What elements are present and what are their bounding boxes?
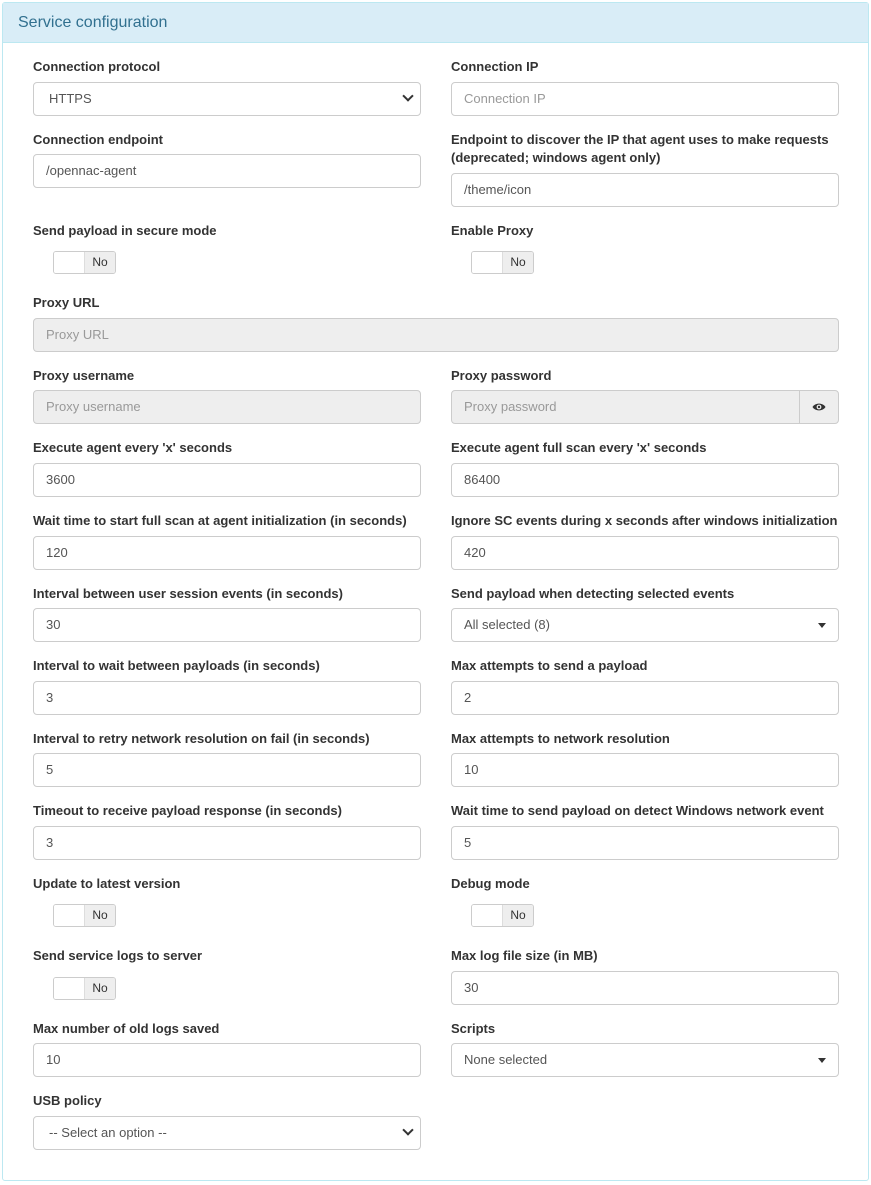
- execute-every-input[interactable]: 3600: [33, 463, 421, 497]
- enable-proxy-label: Enable Proxy: [451, 223, 534, 238]
- debug-mode-toggle[interactable]: [471, 904, 534, 927]
- ignore-sc-input[interactable]: 420: [451, 536, 839, 570]
- wait-full-scan-input[interactable]: 120: [33, 536, 421, 570]
- timeout-payload-input[interactable]: 3: [33, 826, 421, 860]
- proxy-url-label: Proxy URL: [33, 295, 100, 310]
- ignore-sc-label: Ignore SC events during x seconds after windows initialization: [451, 513, 838, 528]
- discover-endpoint-input[interactable]: /theme/icon: [451, 173, 839, 207]
- debug-mode-label: Debug mode: [451, 876, 530, 891]
- update-latest-label: Update to latest version: [33, 876, 181, 891]
- caret-down-icon: [818, 623, 826, 628]
- full-scan-every-input[interactable]: 86400: [451, 463, 839, 497]
- connection-ip-input[interactable]: Connection IP: [451, 82, 839, 116]
- max-old-logs-input[interactable]: 10: [33, 1043, 421, 1077]
- wait-network-event-label: Wait time to send payload on detect Windows network event: [451, 803, 824, 818]
- panel-title: Service configuration: [3, 3, 868, 43]
- send-logs-state: No: [85, 978, 115, 999]
- max-attempts-network-input[interactable]: 10: [451, 753, 839, 787]
- toggle-password-visibility-button[interactable]: [799, 390, 839, 424]
- scripts-label: Scripts: [451, 1021, 496, 1036]
- scripts-multiselect[interactable]: [451, 1043, 839, 1077]
- usb-policy-select[interactable]: [33, 1116, 421, 1150]
- max-attempts-network-label: Max attempts to network resolution: [451, 731, 670, 746]
- interval-user-session-input[interactable]: 30: [33, 608, 421, 642]
- max-old-logs-label: Max number of old logs saved: [33, 1021, 220, 1036]
- send-payload-events-value: All selected (8): [464, 617, 550, 632]
- debug-mode-state: No: [503, 905, 533, 926]
- max-attempts-payload-input[interactable]: 2: [451, 681, 839, 715]
- wait-network-event-input[interactable]: 5: [451, 826, 839, 860]
- max-attempts-payload-label: Max attempts to send a payload: [451, 658, 648, 673]
- connection-protocol-value: HTTPS: [49, 91, 92, 106]
- chevron-down-icon: [402, 90, 413, 101]
- send-payload-events-multiselect[interactable]: [451, 608, 839, 642]
- connection-endpoint-label: Connection endpoint: [33, 132, 163, 147]
- enable-proxy-state: No: [503, 252, 533, 273]
- discover-endpoint-label: [451, 131, 829, 167]
- secure-mode-toggle[interactable]: [53, 251, 116, 274]
- toggle-knob: [472, 252, 503, 273]
- usb-policy-label: USB policy: [33, 1093, 102, 1108]
- interval-user-session-label: Interval between user session events (in seconds): [33, 586, 343, 601]
- wait-full-scan-label: Wait time to start full scan at agent initialization (in seconds): [33, 513, 407, 528]
- send-logs-toggle[interactable]: [53, 977, 116, 1000]
- execute-every-label: Execute agent every 'x' seconds: [33, 440, 233, 455]
- timeout-payload-label: Timeout to receive payload response (in seconds): [33, 803, 342, 818]
- chevron-down-icon: [402, 1124, 413, 1135]
- proxy-username-input[interactable]: Proxy username: [33, 390, 421, 424]
- usb-policy-value: -- Select an option --: [49, 1125, 167, 1140]
- update-latest-toggle[interactable]: [53, 904, 116, 927]
- connection-protocol-label: Connection protocol: [33, 59, 161, 74]
- toggle-knob: [54, 905, 85, 926]
- max-log-size-input[interactable]: 30: [451, 971, 839, 1005]
- update-latest-state: No: [85, 905, 115, 926]
- connection-ip-label: Connection IP: [451, 59, 539, 74]
- proxy-password-input[interactable]: Proxy password: [451, 390, 800, 424]
- full-scan-every-label: Execute agent full scan every 'x' seconds: [451, 440, 707, 455]
- toggle-knob: [54, 252, 85, 273]
- secure-mode-label: Send payload in secure mode: [33, 223, 217, 238]
- eye-icon: [812, 402, 826, 412]
- send-payload-events-label: Send payload when detecting selected events: [451, 586, 735, 601]
- proxy-password-label: Proxy password: [451, 368, 552, 383]
- interval-retry-network-input[interactable]: 5: [33, 753, 421, 787]
- connection-endpoint-input[interactable]: /opennac-agent: [33, 154, 421, 188]
- connection-protocol-select[interactable]: [33, 82, 421, 116]
- toggle-knob: [54, 978, 85, 999]
- discover-endpoint-label-line1: Endpoint to discover the IP that agent uses to make requests: [451, 132, 829, 147]
- caret-down-icon: [818, 1058, 826, 1063]
- discover-endpoint-label-line2: (deprecated; windows agent only): [451, 150, 661, 165]
- interval-payloads-input[interactable]: 3: [33, 681, 421, 715]
- send-logs-label: Send service logs to server: [33, 948, 203, 963]
- proxy-username-label: Proxy username: [33, 368, 135, 383]
- secure-mode-state: No: [85, 252, 115, 273]
- scripts-value: None selected: [464, 1052, 548, 1067]
- max-log-size-label: Max log file size (in MB): [451, 948, 598, 963]
- proxy-url-input[interactable]: Proxy URL: [33, 318, 839, 352]
- interval-payloads-label: Interval to wait between payloads (in seconds): [33, 658, 320, 673]
- toggle-knob: [472, 905, 503, 926]
- enable-proxy-toggle[interactable]: [471, 251, 534, 274]
- interval-retry-network-label: Interval to retry network resolution on fail (in seconds): [33, 731, 370, 746]
